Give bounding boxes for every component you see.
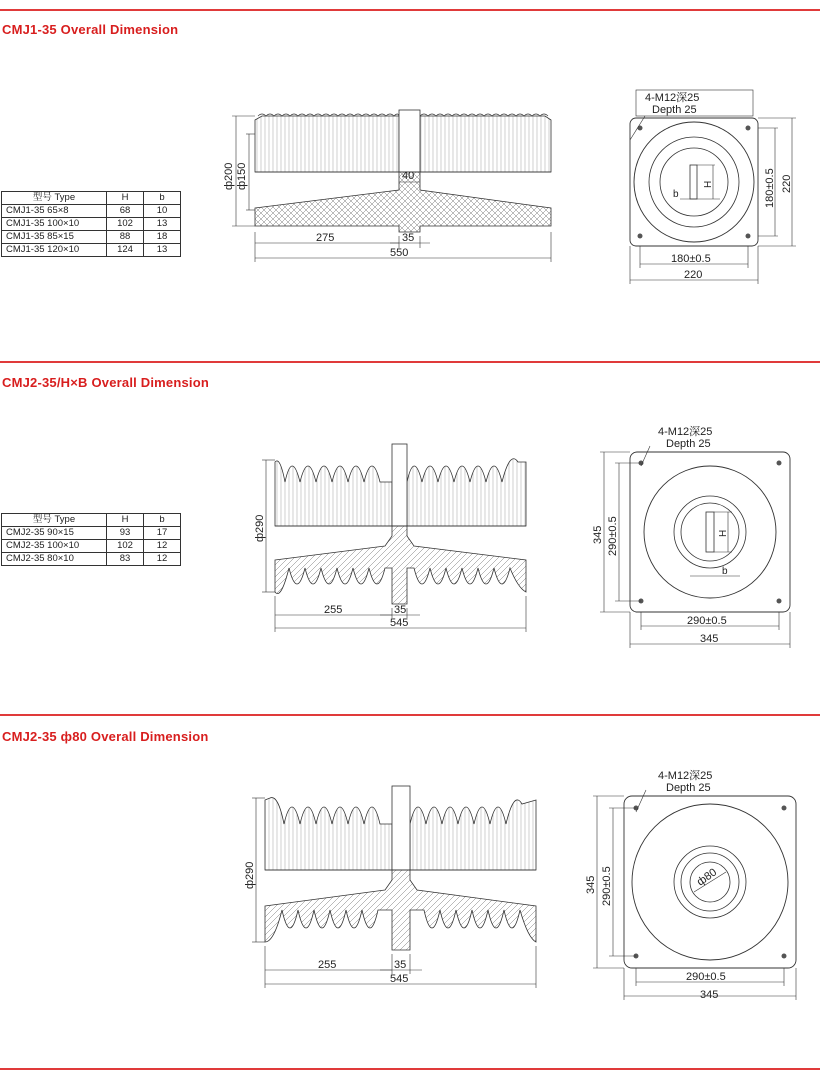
dim-inner-horizontal: 290±0.5 <box>686 971 726 983</box>
dim-inner-horizontal: 180±0.5 <box>671 253 711 265</box>
dim-diameter-outer: ф290 <box>244 861 256 889</box>
side-view-drawing <box>0 0 820 360</box>
dim-outer-vertical: 220 <box>781 174 793 193</box>
dim-outer-vertical: 345 <box>592 525 604 544</box>
dim-diameter-inner: ф150 <box>236 162 248 190</box>
bolt-spec-label: 4-M12深25 <box>658 770 713 782</box>
bolt-spec-label: 4-M12深25 <box>658 426 713 438</box>
bolt-depth-label: Depth 25 <box>666 438 711 450</box>
table-cell: 88 <box>107 231 144 244</box>
table-header: H <box>107 514 144 527</box>
table-cell: 13 <box>144 218 181 231</box>
table-cell: CMJ2-35 80×10 <box>2 553 107 566</box>
table-cell: 18 <box>144 231 181 244</box>
table-cell: 124 <box>107 244 144 257</box>
dim-h-label: H <box>703 180 714 188</box>
bolt-depth-label: Depth 25 <box>666 782 711 794</box>
insulator-body <box>265 786 536 950</box>
table-cell: CMJ1-35 65×8 <box>2 205 107 218</box>
side-view-drawing <box>0 714 820 1068</box>
dim-inner-vertical: 290±0.5 <box>607 516 619 556</box>
table-cell: 12 <box>144 540 181 553</box>
dim-outer-horizontal: 220 <box>684 269 703 281</box>
table-cell: 93 <box>107 527 144 540</box>
dim-hub: 35 <box>402 232 415 244</box>
section-title: CMJ1-35 Overall Dimension <box>2 22 179 37</box>
table-header: 型号 Type <box>2 192 107 205</box>
dim-b-label: b <box>673 189 679 200</box>
table-cell: CMJ2-35 100×10 <box>2 540 107 553</box>
table-header: H <box>107 192 144 205</box>
table-cell: 17 <box>144 527 181 540</box>
table-cell: 102 <box>107 540 144 553</box>
table-cell: 12 <box>144 553 181 566</box>
table-cell: 10 <box>144 205 181 218</box>
table-header: 型号 Type <box>2 514 107 527</box>
dim-diameter-outer: ф200 <box>223 162 235 190</box>
table-cell: 68 <box>107 205 144 218</box>
table-header: b <box>144 192 181 205</box>
bolt-spec-label: 4-M12深25 <box>645 92 700 104</box>
dim-half-length: 255 <box>324 604 343 616</box>
dim-half-length: 255 <box>318 959 337 971</box>
dim-b-label: b <box>722 566 728 577</box>
dim-total-length: 545 <box>390 973 409 985</box>
section-divider <box>0 1068 820 1070</box>
dim-outer-horizontal: 345 <box>700 989 719 1001</box>
plan-view <box>630 118 758 246</box>
side-view-drawing <box>0 360 820 715</box>
dim-hub: 35 <box>394 604 407 616</box>
dim-diameter-outer: ф290 <box>254 514 266 542</box>
section-title: CMJ2-35/H×B Overall Dimension <box>2 375 210 390</box>
dim-total-length: 545 <box>390 617 409 629</box>
table-cell: CMJ1-35 85×15 <box>2 231 107 244</box>
dim-inner-vertical: 180±0.5 <box>764 168 776 208</box>
table-header: b <box>144 514 181 527</box>
bolt-depth-label: Depth 25 <box>652 104 697 116</box>
table-cell: 102 <box>107 218 144 231</box>
table-cell: CMJ1-35 100×10 <box>2 218 107 231</box>
table-cell: 83 <box>107 553 144 566</box>
table-cell: CMJ2-35 90×15 <box>2 527 107 540</box>
plan-view <box>630 452 790 612</box>
dim-inner-vertical: 290±0.5 <box>601 866 613 906</box>
dim-outer-horizontal: 345 <box>700 633 719 645</box>
dim-inner-horizontal: 290±0.5 <box>687 615 727 627</box>
dim-total-length: 550 <box>390 247 409 259</box>
dim-hub-width: 40 <box>402 170 415 182</box>
dim-bore-diameter: ф80 <box>694 866 720 889</box>
dim-h-label: H <box>718 529 729 537</box>
table-cell: 13 <box>144 244 181 257</box>
insulator-body <box>275 444 526 604</box>
dim-hub: 35 <box>394 959 407 971</box>
dim-outer-vertical: 345 <box>585 875 597 894</box>
section-title: CMJ2-35 ф80 Overall Dimension <box>2 729 209 744</box>
dim-half-length: 275 <box>316 232 335 244</box>
table-cell: CMJ1-35 120×10 <box>2 244 107 257</box>
